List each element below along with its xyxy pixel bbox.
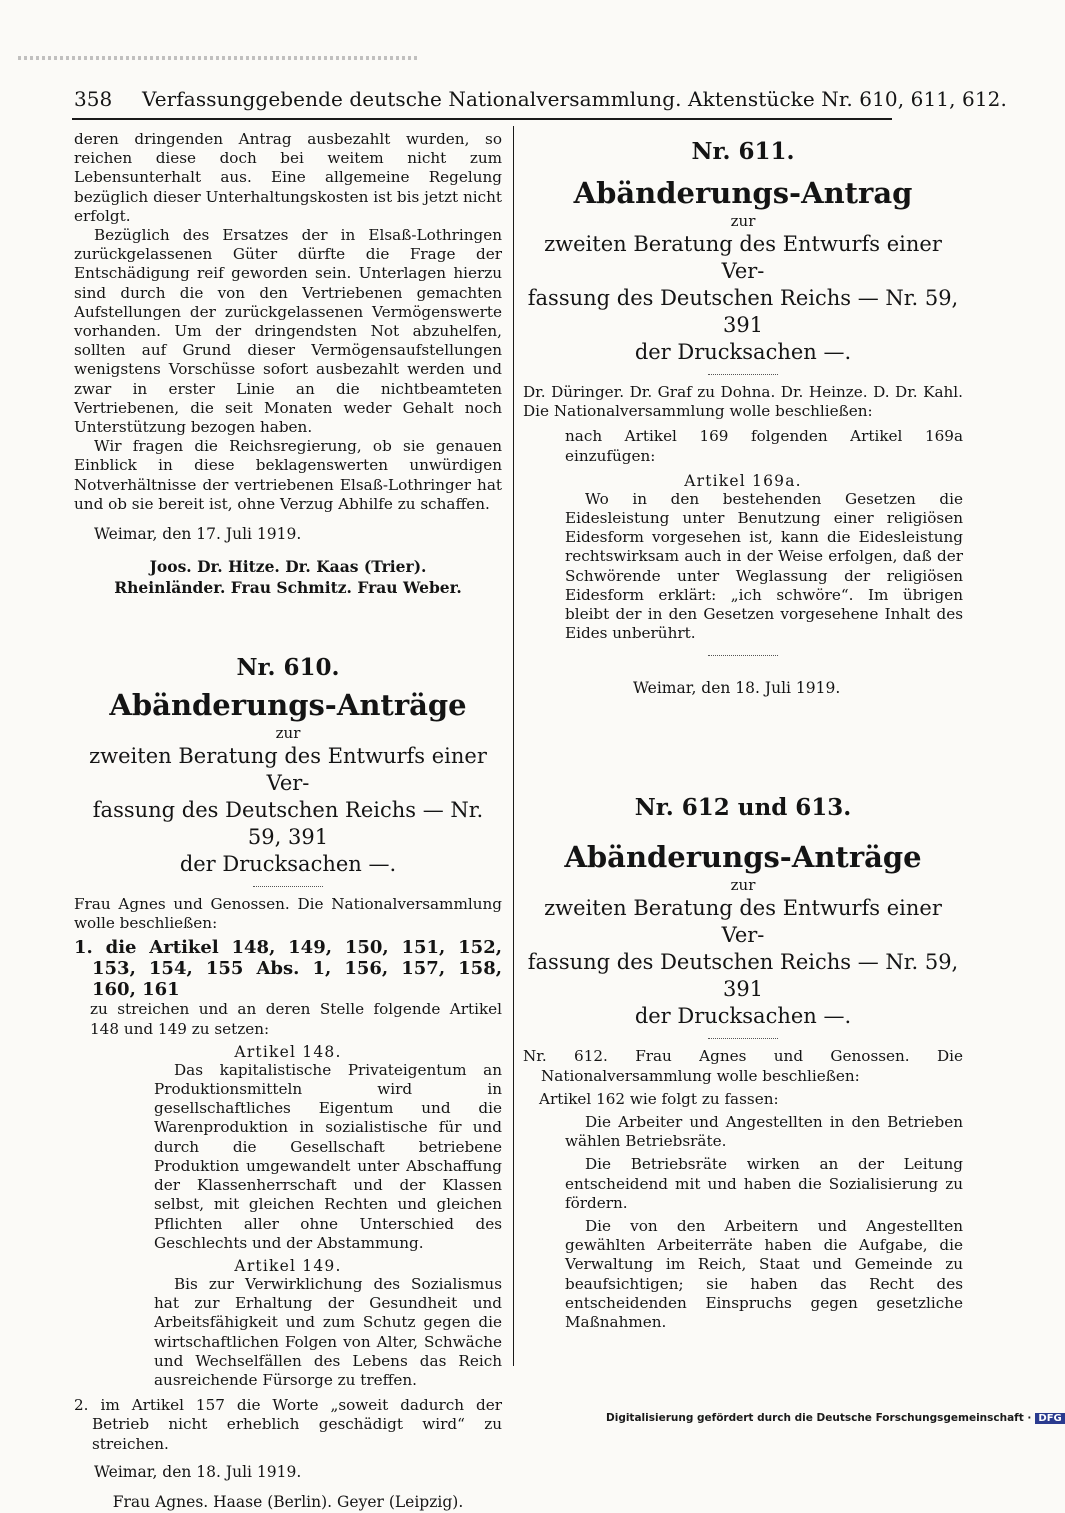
document-title: Abänderungs-Antrag bbox=[573, 176, 913, 210]
instruction: nach Artikel 169 folgenden Artikel 169a einzufügen: bbox=[565, 427, 963, 465]
document-title: Abänderungs-Anträge bbox=[564, 840, 922, 875]
subtitle: fassung des Deutschen Reichs — Nr. 59, 391 bbox=[527, 286, 959, 337]
article-text: Wo in den bestehenden Gesetzen die Eidesleistung unter Benutzung einer religiösen Eidesform vorgesehen ist, kann die Eidesleistung rechtswirksam auch in der Weise erfolgen, daß der Schwörende unter Weglassung der religiösen Eidesform erklärt: „ich schwöre“. Im übrigen bleibt der in den Gesetzen vorgesehene Inhalt des Eides unberührt. bbox=[565, 489, 963, 643]
document-title: Abänderungs-Anträge bbox=[109, 688, 467, 723]
article-text: Die Arbeiter und Angestellten in den Betrieben wählen Betriebsräte. bbox=[565, 1113, 963, 1151]
document-number: Nr. 611. bbox=[691, 138, 795, 165]
subtitle-zur: zur bbox=[275, 724, 301, 743]
list-item: 2. im Artikel 157 die Worte „soweit dadurch der Betrieb nicht erheblich geschädigt wird“ zu streichen. bbox=[74, 1396, 502, 1453]
signatories: Rheinländer. Frau Schmitz. Frau Weber. bbox=[114, 578, 462, 598]
article-text: Das kapitalistische Privateigentum an Produktionsmitteln wird in gesellschaftliches Eigentum und die Warenproduktion in sozialistische für und durch die Gesellschaft betriebene Produktion umgewandelt unter Abschaffung der Klassenherrschaft und der Klassen selbst, mit gleichen Rechten und gleichen Pflichten aller ohne Unterschied des Geschlechts und der Abstammung. bbox=[154, 1060, 502, 1252]
list-item: 1. die Artikel 148, 149, 150, 151, 152, 153, 154, 155 Abs. 1, 156, 157, 158, 160, 161 bbox=[74, 937, 502, 1001]
motion-intro: Dr. Düringer. Dr. Graf zu Dohna. Dr. Heinze. D. Dr. Kahl. Die Nationalversammlung wolle beschließen: bbox=[523, 383, 963, 421]
subtitle: der Drucksachen —. bbox=[634, 1004, 852, 1029]
column-divider bbox=[513, 126, 514, 1366]
subtitle: fassung des Deutschen Reichs — Nr. 59, 391 bbox=[92, 798, 484, 850]
document-number: Nr. 610. bbox=[236, 654, 340, 682]
date-line: Weimar, den 18. Juli 1919. bbox=[633, 679, 841, 698]
right-column bbox=[523, 130, 963, 1332]
running-title: Verfassunggebende deutsche Nationalversammlung. Aktenstücke Nr. 610, 611, 612. bbox=[142, 87, 1007, 111]
paragraph: deren dringenden Antrag ausbezahlt wurden, so reichen diese doch bei weitem nicht zum Lebensunterhalt aus. Eine allgemeine Regelung bezüglich dieser Unterhaltungskosten ist bis jetzt nicht erfolgt. bbox=[74, 130, 502, 225]
separator bbox=[708, 374, 778, 375]
page-header bbox=[72, 80, 1007, 120]
list-item-text: zu streichen und an deren Stelle folgende Artikel 148 und 149 zu setzen: bbox=[90, 1000, 502, 1038]
left-column bbox=[74, 130, 502, 1513]
separator bbox=[708, 655, 778, 656]
instruction: Artikel 162 wie folgt zu fassen: bbox=[539, 1089, 779, 1108]
subtitle: fassung des Deutschen Reichs — Nr. 59, 391 bbox=[527, 950, 959, 1002]
subtitle: der Drucksachen —. bbox=[179, 852, 397, 877]
article-heading: Artikel 169a. bbox=[684, 471, 802, 490]
paragraph: Wir fragen die Reichsregierung, ob sie genauen Einblick in diese beklagenswerten unwürdigen Notverhältnisse der vertriebenen Elsaß-Lothringer hat und ob sie bereit ist, ohne Verzug Abhilfe zu schaffen. bbox=[74, 437, 502, 513]
subtitle-zur: zur bbox=[730, 876, 756, 895]
separator bbox=[708, 1038, 778, 1039]
subtitle: zweiten Beratung des Entwurfs einer Ver- bbox=[544, 232, 942, 283]
date-line: Weimar, den 18. Juli 1919. bbox=[94, 1462, 302, 1481]
subtitle: zweiten Beratung des Entwurfs einer Ver- bbox=[89, 744, 487, 796]
paragraph: Bezüglich des Ersatzes der in Elsaß-Lothringen zurückgelassenen Güter dürfte die Frage der Entschädigung reif geworden sein. Unterlagen hierzu sind durch die von den Vertriebenen gemachten Aufstellungen der zurückgelassenen Vermögenswerte vorhanden. Um der dringendsten Not abzuhelfen, sollten auf Grund dieser Vermögensaufstellungen wenigstens Vorschüsse sofort ausbezahlt werden und zwar in erster Linie an die nichtbeamteten Vertriebenen, die seit Monaten weder Gehalt noch Unterstützung bezogen haben. bbox=[74, 226, 502, 437]
motion-intro: Nr. 612. Frau Agnes und Genossen. Die Nationalversammlung wolle beschließen: bbox=[523, 1047, 963, 1085]
signatories: Frau Agnes. Haase (Berlin). Geyer (Leipzig). bbox=[112, 1492, 464, 1511]
article-text: Bis zur Verwirklichung des Sozialismus hat zur Erhaltung der Gesundheit und Arbeitsfähigkeit und zum Schutz gegen die wirtschaftlichen Folgen von Alter, Schwäche und Wechselfällen des Lebens das Reich ausreichende Fürsorge zu treffen. bbox=[154, 1274, 502, 1389]
dfg-logo: DFG bbox=[1035, 1413, 1064, 1424]
scan-artifact bbox=[18, 56, 418, 60]
subtitle: zweiten Beratung des Entwurfs einer Ver- bbox=[544, 896, 942, 948]
subtitle-zur: zur bbox=[730, 212, 756, 230]
signatories: Joos. Dr. Hitze. Dr. Kaas (Trier). bbox=[149, 557, 427, 577]
footer-text: Digitalisierung gefördert durch die Deutsche Forschungsgemeinschaft · bbox=[606, 1412, 1032, 1424]
date-line: Weimar, den 17. Juli 1919. bbox=[94, 525, 302, 544]
subtitle: der Drucksachen —. bbox=[634, 340, 852, 364]
motion-intro: Frau Agnes und Genossen. Die Nationalversammlung wolle beschließen: bbox=[74, 895, 502, 933]
digitization-footer bbox=[606, 1412, 1065, 1424]
document-number: Nr. 612 und 613. bbox=[634, 794, 852, 822]
separator bbox=[253, 886, 323, 887]
article-text: Die Betriebsräte wirken an der Leitung entscheidend mit und haben die Sozialisierung zu fördern. bbox=[565, 1155, 963, 1212]
article-heading: Artikel 148. bbox=[234, 1042, 342, 1061]
page-number: 358 bbox=[74, 87, 113, 111]
article-heading: Artikel 149. bbox=[234, 1256, 342, 1275]
article-text: Die von den Arbeitern und Angestellten gewählten Arbeiterräte haben die Aufgabe, die Verwaltung im Reich, Staat und Gemeinde zu beaufsichtigen; sie haben das Recht des entscheidenden Einspruchs gegen gesetzliche Maßnahmen. bbox=[565, 1217, 963, 1332]
